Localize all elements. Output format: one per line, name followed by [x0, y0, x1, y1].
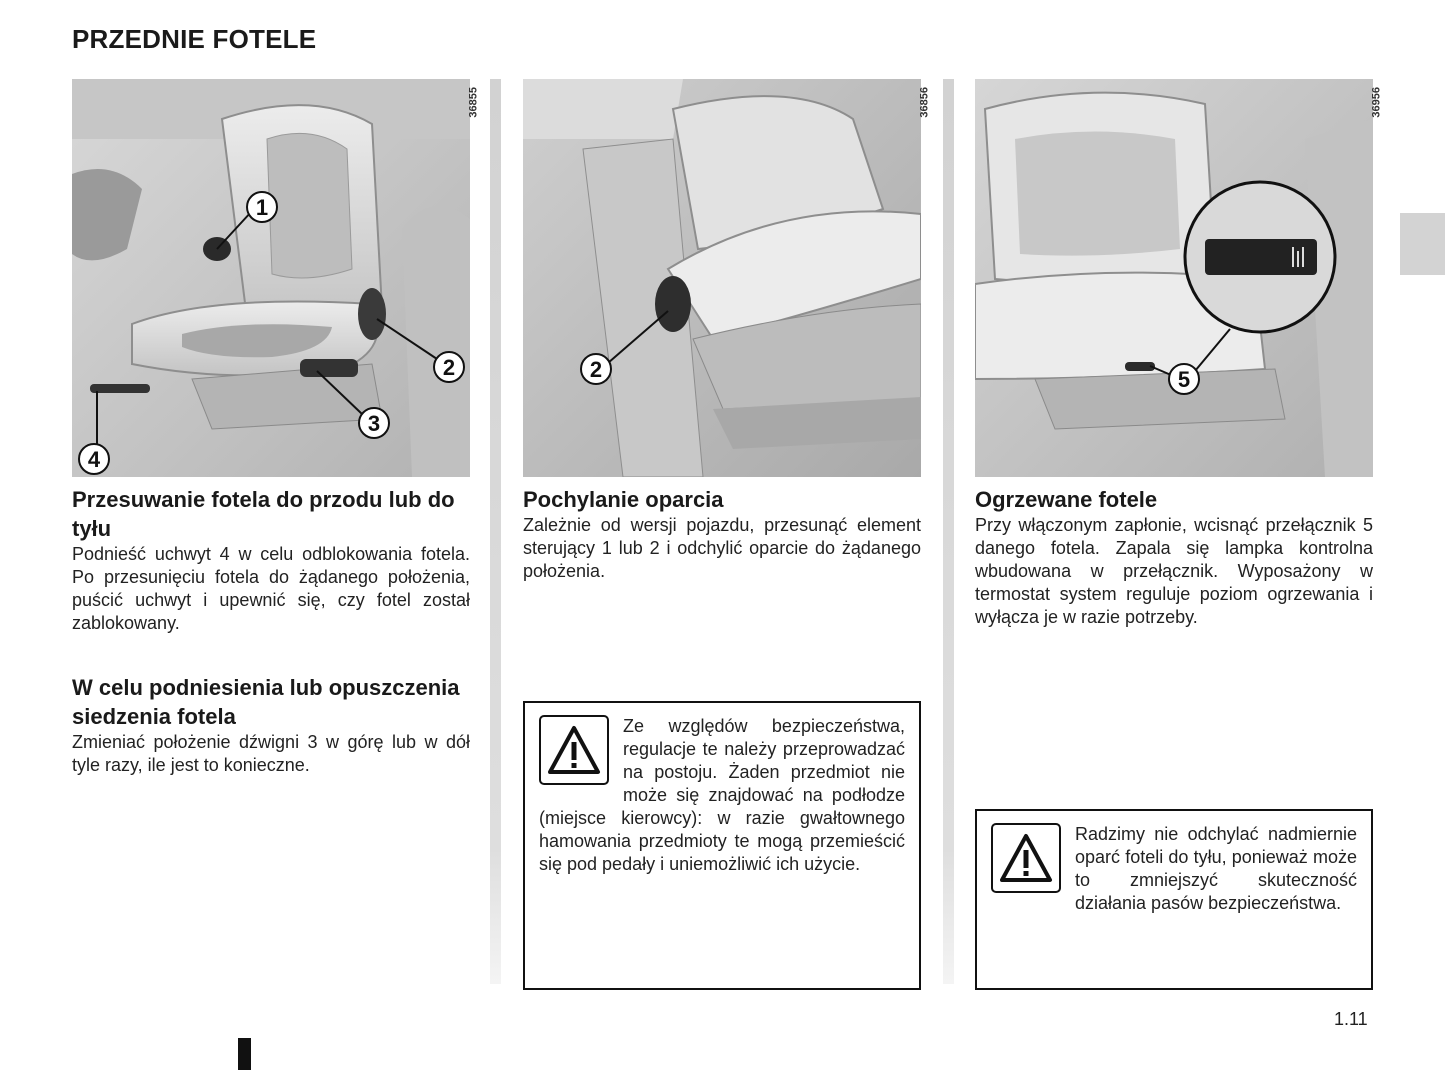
section-text: Przy włączonym zapłonie, wcisnąć przełącznik 5 danego fotela. Zapala się lampka kontrolna wbudowana w przełącznik. Wyposażony w termostat system reguluje poziom ogrzewania i wyłącza je w razie potrzeby. [975, 515, 1373, 627]
callout-1 [247, 192, 277, 222]
column-heated-seats [975, 79, 1383, 629]
section-text: Zależnie od wersji pojazdu, przesunąć element sterujący 1 lub 2 i odchylić oparcie do żądanego położenia. [523, 515, 921, 581]
figure-backrest-control [523, 79, 931, 477]
section-heading: Przesuwanie fotela do przodu lub do tyłu [72, 487, 455, 541]
page-title: PRZEDNIE FOTELE [72, 24, 317, 54]
svg-text:3: 3 [367, 411, 381, 436]
section-heading: W celu podniesienia lub opuszczenia siedzenia fotela [72, 675, 460, 729]
svg-text:4: 4 [87, 447, 101, 472]
svg-text:5: 5 [1177, 367, 1191, 392]
column-separator [490, 79, 501, 984]
column-seat-adjust [72, 79, 480, 777]
page-number: 1.11 [1334, 1009, 1368, 1029]
heated-seat-illustration [975, 79, 1373, 477]
callout-5 [1169, 364, 1199, 394]
svg-text:1: 1 [255, 195, 269, 220]
callout-4 [79, 444, 109, 474]
callout-2 [434, 352, 464, 382]
warning-text: Ze względów bezpieczeństwa, regulacje te należy przeprowadzać na postoju. Żaden przedmiot nie może się znajdować na podłodze (miejsce kierowcy): w razie gwałtownego hamowania przedmioty te mogą przemieścić się pod pedały i uniemożliwić ich użycie. [539, 716, 905, 874]
seat-illustration [72, 79, 470, 477]
figure-code: 36856 [919, 87, 931, 118]
svg-text:2: 2 [589, 357, 603, 382]
section-heading: Ogrzewane fotele [975, 487, 1158, 512]
column-separator [943, 79, 954, 984]
figure-code: 36855 [468, 87, 480, 118]
column-backrest-tilt [523, 79, 931, 583]
section-text: Zmieniać położenie dźwigni 3 w górę lub w dół tyle razy, ile jest to konieczne. [72, 732, 470, 775]
figure-seat-controls [72, 79, 480, 477]
warning-text: Radzimy nie odchylać nadmiernie oparć foteli do tyłu, ponieważ może to zmniejszyć skuteczność działania pasów bezpieczeństwa. [1075, 824, 1357, 913]
figure-code: 36956 [1371, 87, 1383, 118]
footer-mark [238, 1038, 251, 1070]
callout-3 [359, 408, 389, 438]
warning-box-adjust-stationary [523, 701, 921, 990]
section-heading: Pochylanie oparcia [523, 487, 724, 512]
warning-triangle-icon [991, 823, 1061, 893]
svg-text:2: 2 [442, 355, 456, 380]
backrest-illustration [523, 79, 921, 477]
chapter-tab-marker [1400, 213, 1445, 275]
zoom-detail [1185, 182, 1335, 332]
figure-heated-seat-switch [975, 79, 1383, 477]
section-text: Podnieść uchwyt 4 w celu odblokowania fotela. Po przesunięciu fotela do żądanego położenia, puścić uchwyt i upewnić się, czy fotel został zablokowany. [72, 544, 470, 633]
callout-2 [581, 354, 611, 384]
warning-triangle-icon [539, 715, 609, 785]
warning-box-backrest-recline [975, 809, 1373, 990]
